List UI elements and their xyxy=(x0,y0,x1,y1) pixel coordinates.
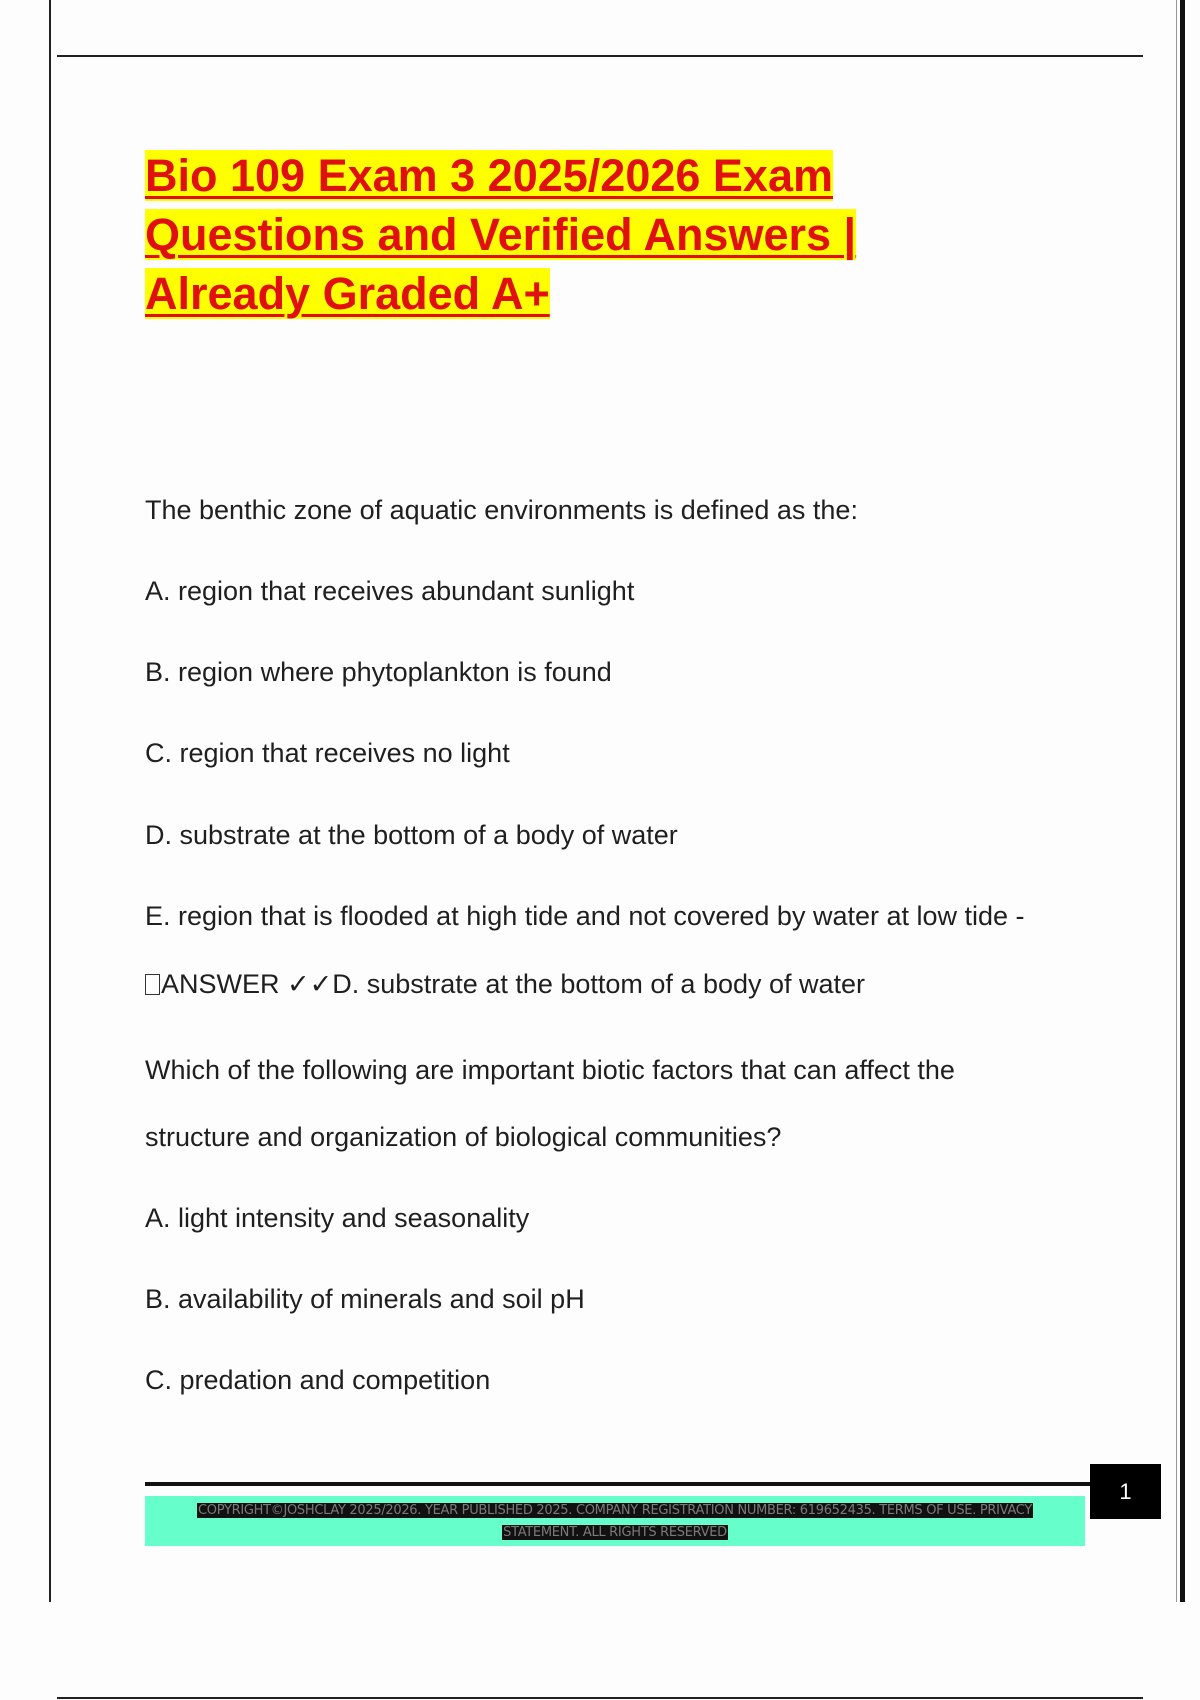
page-frame-right xyxy=(1180,0,1185,1602)
question-2-option-c: C. predation and competition xyxy=(145,1365,491,1395)
question-2-option-a: A. light intensity and seasonality xyxy=(145,1203,530,1233)
footer-copyright-text: COPYRIGHT©JOSHCLAY 2025/2026. YEAR PUBLISHED 2025. COMPANY REGISTRATION NUMBER: 619652435. TERMS OF USE. PRIVACY STATEMENT. ALL RIGHTS RESERVED xyxy=(198,1503,1032,1540)
question-2-option-b: B. availability of minerals and soil pH xyxy=(145,1284,585,1314)
question-1-option-c: C. region that receives no light xyxy=(145,738,510,768)
header-rule xyxy=(57,55,1143,57)
question-1-option-d: D. substrate at the bottom of a body of water xyxy=(145,820,678,850)
footer-rule xyxy=(145,1482,1090,1486)
page-number: 1 xyxy=(1090,1464,1161,1519)
question-1-answer-line xyxy=(145,966,865,1002)
page-frame-left xyxy=(49,0,51,1602)
question-1-option-e: E. region that is flooded at high tide and not covered by water at low tide - xyxy=(145,901,1025,931)
footer-copyright xyxy=(160,1500,1070,1544)
question-2-prompt-line-2: structure and organization of biological communities? xyxy=(145,1122,782,1152)
next-page-rule xyxy=(57,1697,1143,1699)
document-title: Bio 109 Exam 3 2025/2026 Exam Questions and Verified Answers | Already Graded A+ xyxy=(145,150,857,319)
question-1-option-a: A. region that receives abundant sunlight xyxy=(145,576,635,606)
question-1-prompt: The benthic zone of aquatic environments is defined as the: xyxy=(145,495,858,525)
page-frame-right-inner xyxy=(1176,0,1177,1602)
missing-glyph-icon xyxy=(145,974,160,995)
question-1-option-b: B. region where phytoplankton is found xyxy=(145,657,612,687)
question-2-prompt-line-1: Which of the following are important biotic factors that can affect the xyxy=(145,1055,955,1085)
question-1-answer: ANSWER ✓✓D. substrate at the bottom of a body of water xyxy=(161,969,866,999)
